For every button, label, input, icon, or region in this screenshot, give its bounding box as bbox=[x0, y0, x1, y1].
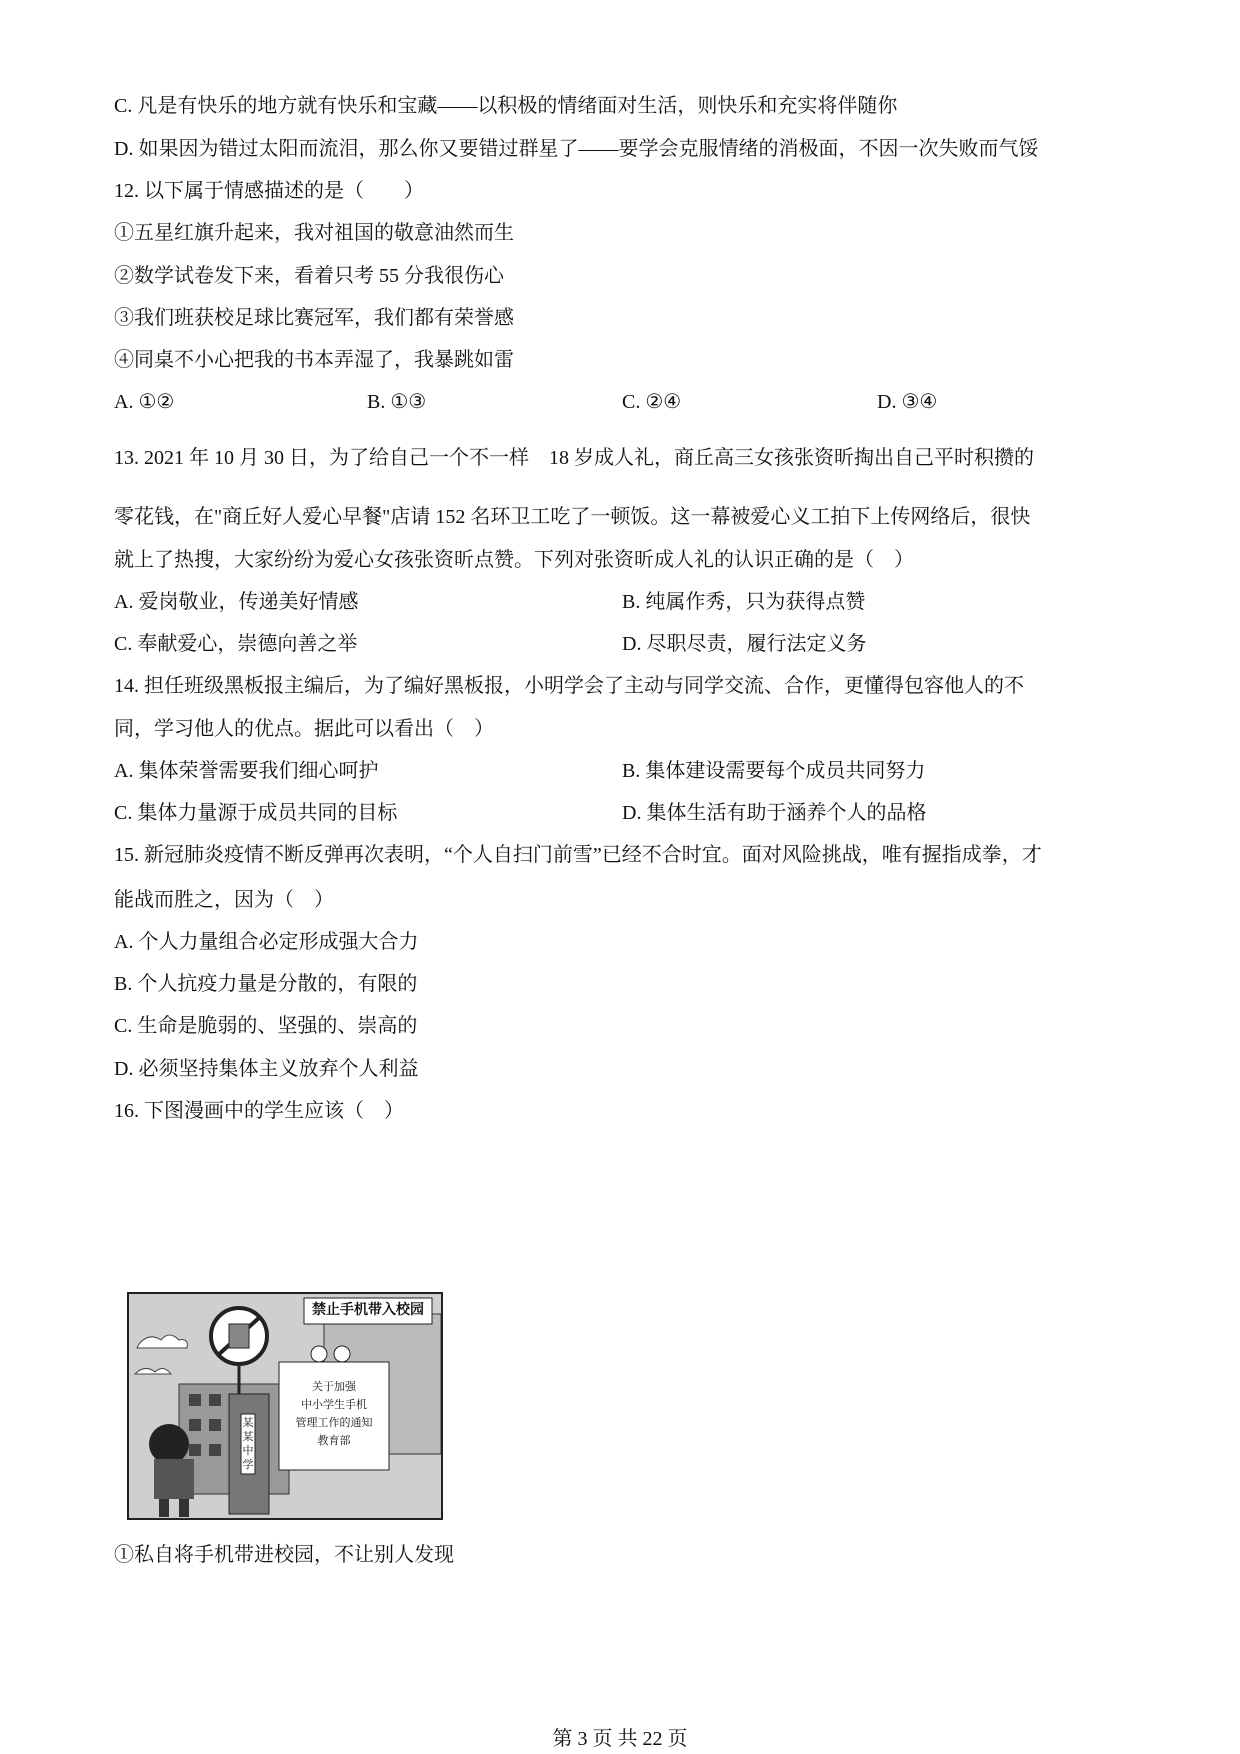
q12-item-4: ④同桌不小心把我的书本弄湿了，我暴跳如雷 bbox=[114, 349, 514, 371]
cartoon-notice bbox=[279, 1378, 389, 1450]
cartoon-gate-sign: 某某中学 bbox=[242, 1417, 254, 1471]
q16-stem: 16. 下图漫画中的学生应该（ ） bbox=[114, 1100, 404, 1122]
q14-option-d: D. 集体生活有助于涵养个人的品格 bbox=[622, 802, 927, 824]
q13-option-b: B. 纯属作秀，只为获得点赞 bbox=[622, 591, 866, 613]
q13-option-d: D. 尽职尽责，履行法定义务 bbox=[622, 633, 867, 655]
page-footer: 第 3 页 共 22 页 bbox=[552, 1728, 688, 1750]
cartoon-notice-line-4: 教育部 bbox=[317, 1435, 351, 1447]
q13-option-c: C. 奉献爱心，崇德向善之举 bbox=[114, 633, 358, 655]
q15-option-c: C. 生命是脆弱的、坚强的、崇高的 bbox=[114, 1015, 418, 1037]
q14-stem-line-2: 同，学习他人的优点。据此可以看出（ ） bbox=[114, 718, 494, 740]
q12-item-2: ②数学试卷发下来，看着只考 55 分我很伤心 bbox=[114, 265, 504, 287]
q15-option-a: A. 个人力量组合必定形成强大合力 bbox=[114, 931, 419, 953]
q13-stem-line-1: 13. 2021 年 10 月 30 日，为了给自己一个不一样 18 岁成人礼，商丘高三女孩张资昕掏出自己平时积攒的 bbox=[114, 447, 1034, 469]
q14-option-c: C. 集体力量源于成员共同的目标 bbox=[114, 802, 398, 824]
q13-option-a: A. 爱岗敬业，传递美好情感 bbox=[114, 591, 359, 613]
q13-stem-line-2: 零花钱，在"商丘好人爱心早餐"店请 152 名环卫工吃了一顿饭。这一幕被爱心义工拍下上传网络后，很快 bbox=[114, 506, 1031, 528]
q16-item-1: ①私自将手机带进校园，不让别人发现 bbox=[114, 1544, 454, 1566]
cartoon-banner: 禁止手机带入校园 bbox=[312, 1303, 424, 1318]
q12-option-a: A. ①② bbox=[114, 391, 175, 413]
q12-item-3: ③我们班获校足球比赛冠军，我们都有荣誉感 bbox=[114, 307, 514, 329]
q15-stem-line-1: 15. 新冠肺炎疫情不断反弹再次表明，“个人自扫门前雪”已经不合时宜。面对风险挑战，唯有握指成拳，才 bbox=[114, 844, 1042, 866]
q12-option-b: B. ①③ bbox=[367, 391, 427, 413]
q14-option-a: A. 集体荣誉需要我们细心呵护 bbox=[114, 760, 379, 782]
q11-option-d: D. 如果因为错过太阳而流泪，那么你又要错过群星了——要学会克服情绪的消极面，不因一次失败而气馁 bbox=[114, 138, 1039, 160]
q14-option-b: B. 集体建设需要每个成员共同努力 bbox=[622, 760, 926, 782]
q12-item-1: ①五星红旗升起来，我对祖国的敬意油然而生 bbox=[114, 222, 514, 244]
q12-option-d: D. ③④ bbox=[877, 391, 938, 413]
q13-stem-line-3: 就上了热搜，大家纷纷为爱心女孩张资昕点赞。下列对张资昕成人礼的认识正确的是（ ） bbox=[114, 549, 914, 571]
cartoon-notice-line-2: 中小学生手机 bbox=[301, 1399, 367, 1411]
q15-option-d: D. 必须坚持集体主义放弃个人利益 bbox=[114, 1058, 419, 1080]
q15-option-b: B. 个人抗疫力量是分散的，有限的 bbox=[114, 973, 418, 995]
cartoon-notice-line-1: 关于加强 bbox=[312, 1381, 356, 1393]
q11-option-c: C. 凡是有快乐的地方就有快乐和宝藏——以积极的情绪面对生活，则快乐和充实将伴随你 bbox=[114, 95, 898, 117]
cartoon-image bbox=[127, 1292, 443, 1520]
q14-stem-line-1: 14. 担任班级黑板报主编后，为了编好黑板报，小明学会了主动与同学交流、合作，更懂得包容他人的不 bbox=[114, 675, 1024, 697]
q12-stem: 12. 以下属于情感描述的是（ ） bbox=[114, 180, 424, 202]
cartoon-notice-line-3: 管理工作的通知 bbox=[295, 1417, 373, 1429]
q12-option-c: C. ②④ bbox=[622, 391, 682, 413]
q15-stem-line-2: 能战而胜之，因为（ ） bbox=[114, 889, 334, 911]
